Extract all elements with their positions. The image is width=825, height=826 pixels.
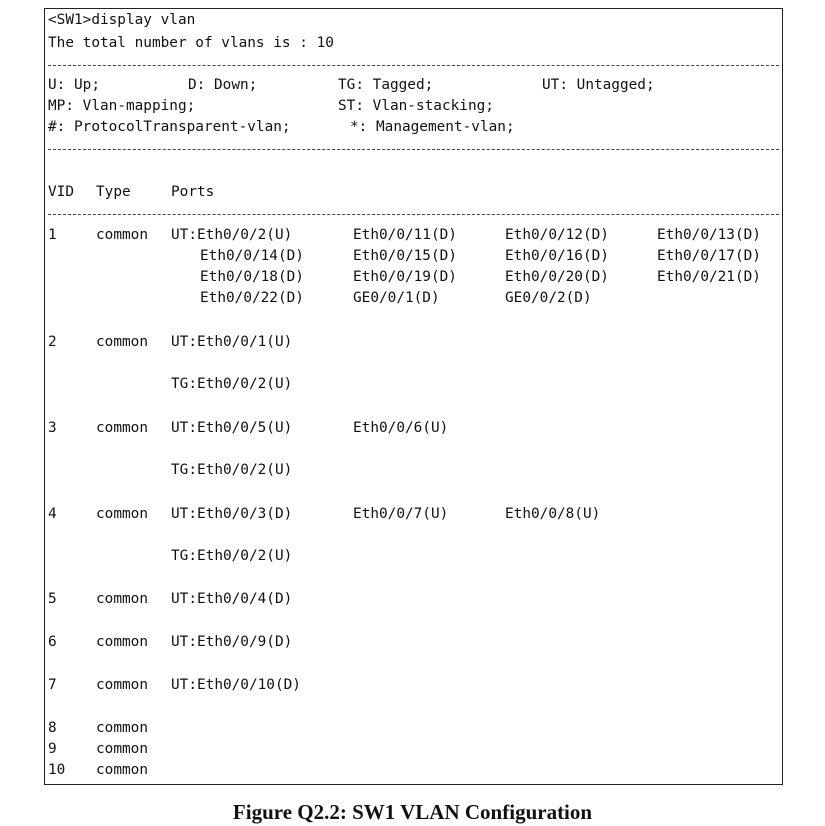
- port-entry: GE0/0/2(D): [505, 290, 592, 306]
- vlan-id: 8: [48, 720, 57, 736]
- vlan-type: common: [96, 420, 148, 436]
- vlan-id: 3: [48, 420, 57, 436]
- legend-down: D: Down;: [188, 77, 258, 93]
- figure-caption: Figure Q2.2: SW1 VLAN Configuration: [232, 800, 593, 824]
- port-entry: UT:Eth0/0/5(U): [171, 420, 293, 436]
- legend-untagged: UT: Untagged;: [542, 77, 655, 93]
- separator-line: [48, 214, 779, 215]
- vlan-type: common: [96, 762, 148, 778]
- port-entry: Eth0/0/11(D): [353, 227, 457, 243]
- separator-line: [48, 65, 779, 66]
- port-entry: Eth0/0/8(U): [505, 506, 601, 522]
- port-entry: TG:Eth0/0/2(U): [171, 376, 293, 392]
- port-entry: UT:Eth0/0/10(D): [171, 677, 301, 693]
- legend-mapping: MP: Vlan-mapping;: [48, 98, 196, 114]
- header-ports: Ports: [171, 184, 215, 200]
- port-entry: Eth0/0/15(D): [353, 248, 457, 264]
- separator-line: [48, 149, 779, 150]
- port-entry: UT:Eth0/0/3(D): [171, 506, 293, 522]
- vlan-id: 7: [48, 677, 57, 693]
- port-entry: Eth0/0/22(D): [200, 290, 304, 306]
- terminal-output: [44, 8, 783, 785]
- port-entry: Eth0/0/21(D): [657, 269, 761, 285]
- command-line: <SW1>display vlan: [48, 12, 196, 28]
- port-entry: UT:Eth0/0/2(U): [171, 227, 293, 243]
- port-entry: Eth0/0/18(D): [200, 269, 304, 285]
- header-vid: VID: [48, 184, 74, 200]
- port-entry: Eth0/0/17(D): [657, 248, 761, 264]
- vlan-id: 6: [48, 634, 57, 650]
- vlan-type: common: [96, 634, 148, 650]
- vlan-id: 2: [48, 334, 57, 350]
- legend-management: *: Management-vlan;: [350, 119, 515, 135]
- port-entry: UT:Eth0/0/1(U): [171, 334, 293, 350]
- port-entry: Eth0/0/13(D): [657, 227, 761, 243]
- port-entry: Eth0/0/7(U): [353, 506, 449, 522]
- port-entry: TG:Eth0/0/2(U): [171, 462, 293, 478]
- port-entry: UT:Eth0/0/9(D): [171, 634, 293, 650]
- legend-stacking: ST: Vlan-stacking;: [338, 98, 494, 114]
- vlan-type: common: [96, 506, 148, 522]
- port-entry: Eth0/0/14(D): [200, 248, 304, 264]
- port-entry: UT:Eth0/0/4(D): [171, 591, 293, 607]
- port-entry: GE0/0/1(D): [353, 290, 440, 306]
- total-vlans-line: The total number of vlans is : 10: [48, 35, 334, 51]
- port-entry: TG:Eth0/0/2(U): [171, 548, 293, 564]
- port-entry: Eth0/0/16(D): [505, 248, 609, 264]
- vlan-type: common: [96, 591, 148, 607]
- vlan-type: common: [96, 677, 148, 693]
- legend-up: U: Up;: [48, 77, 100, 93]
- port-entry: Eth0/0/20(D): [505, 269, 609, 285]
- legend-protocol: #: ProtocolTransparent-vlan;: [48, 119, 291, 135]
- vlan-id: 10: [48, 762, 66, 778]
- vlan-id: 4: [48, 506, 57, 522]
- port-entry: Eth0/0/12(D): [505, 227, 609, 243]
- legend-tagged: TG: Tagged;: [338, 77, 434, 93]
- vlan-id: 9: [48, 741, 57, 757]
- vlan-id: 5: [48, 591, 57, 607]
- vlan-id: 1: [48, 227, 57, 243]
- vlan-type: common: [96, 741, 148, 757]
- vlan-type: common: [96, 720, 148, 736]
- header-type: Type: [96, 184, 131, 200]
- vlan-type: common: [96, 227, 148, 243]
- port-entry: Eth0/0/19(D): [353, 269, 457, 285]
- port-entry: Eth0/0/6(U): [353, 420, 449, 436]
- vlan-type: common: [96, 334, 148, 350]
